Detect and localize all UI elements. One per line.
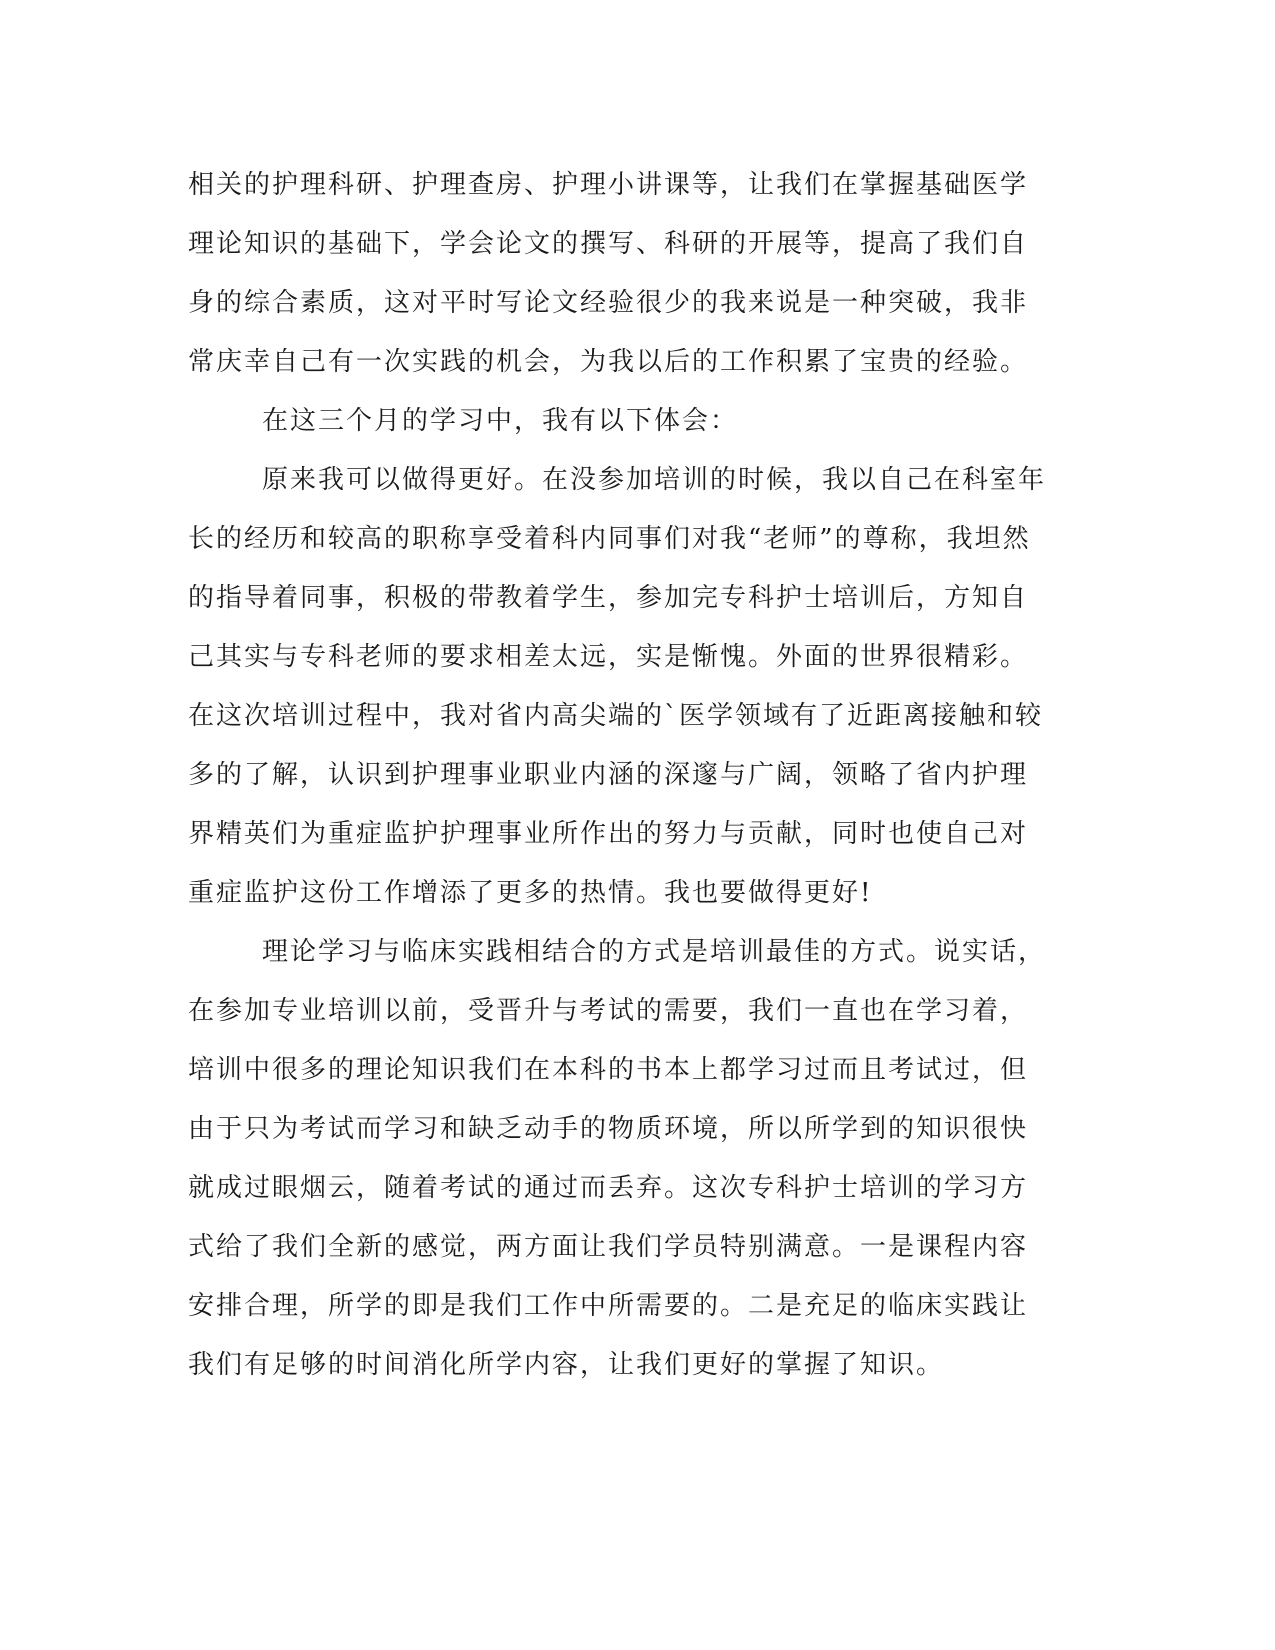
text-line: 相关的护理科研、护理查房、护理小讲课等，让我们在掌握基础医学 (188, 170, 1029, 200)
text-line: 培训中很多的理论知识我们在本科的书本上都学习过而且考试过，但 (188, 1055, 1029, 1085)
text-line: 理论知识的基础下，学会论文的撰写、科研的开展等，提高了我们自 (188, 229, 1029, 259)
text-line: 由于只为考试而学习和缺乏动手的物质环境，所以所学到的知识很快 (188, 1114, 1029, 1144)
text-line: 我们有足够的时间消化所学内容，让我们更好的掌握了知识。 (188, 1350, 945, 1380)
text-line: 的指导着同事，积极的带教着学生，参加完专科护士培训后，方知自 (188, 583, 1029, 613)
text-line: 式给了我们全新的感觉，两方面让我们学员特别满意。一是课程内容 (188, 1232, 1029, 1262)
paragraph-start-line: 原来我可以做得更好。在没参加培训的时候，我以自己在科室年 (262, 465, 1047, 495)
text-line: 在这次培训过程中，我对省内高尖端的`医学领域有了近距离接触和较 (188, 701, 1044, 731)
text-line: 长的经历和较高的职称享受着科内同事们对我“老师”的尊称，我坦然 (188, 524, 1031, 554)
text-line: 身的综合素质，这对平时写论文经验很少的我来说是一种突破，我非 (188, 288, 1029, 318)
paragraph-start-line: 理论学习与临床实践相结合的方式是培训最佳的方式。说实话， (262, 937, 1047, 967)
document-body (188, 156, 1068, 1395)
text-line: 安排合理，所学的即是我们工作中所需要的。二是充足的临床实践让 (188, 1291, 1029, 1321)
text-line: 界精英们为重症监护护理事业所作出的努力与贡献，同时也使自己对 (188, 819, 1029, 849)
text-line: 常庆幸自己有一次实践的机会，为我以后的工作积累了宝贵的经验。 (188, 347, 1029, 377)
text-line: 己其实与专科老师的要求相差太远，实是惭愧。外面的世界很精彩。 (188, 642, 1029, 672)
text-line: 就成过眼烟云，随着考试的通过而丢弃。这次专科护士培训的学习方 (188, 1173, 1029, 1203)
paragraph-start-line: 在这三个月的学习中，我有以下体会： (262, 406, 739, 436)
text-line: 多的了解，认识到护理事业职业内涵的深邃与广阔，领略了省内护理 (188, 760, 1029, 790)
text-line: 重症监护这份工作增添了更多的热情。我也要做得更好! (188, 878, 873, 908)
text-line: 在参加专业培训以前，受晋升与考试的需要，我们一直也在学习着， (188, 996, 1029, 1026)
